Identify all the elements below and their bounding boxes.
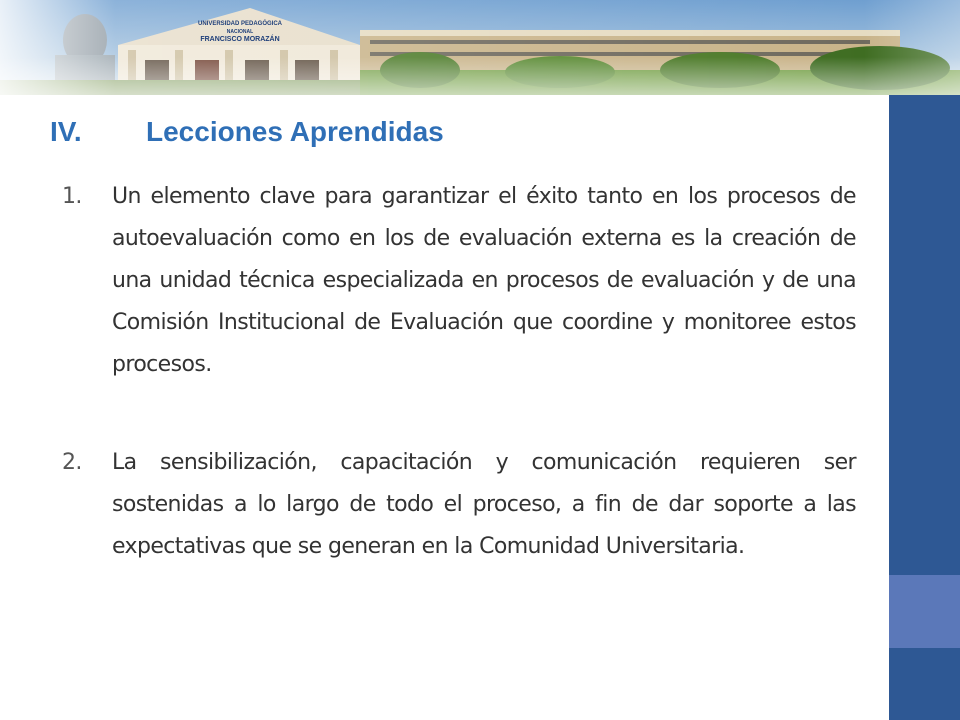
slide-title [50,116,444,148]
lesson-item-2 [62,442,856,568]
sidebar-accent-middle [889,575,960,648]
section-number: IV. [50,116,82,147]
lesson-number: 2. [62,450,82,475]
lessons-list [62,176,856,624]
lesson-text: Un elemento clave para garantizar el éxito tanto en los procesos de autoevaluación como en los de evaluación externa es la creación de una unidad técnica especializada en procesos de evaluación y de una Comisión Institucional de Evaluación que coordine y monitoree estos procesos. [112,184,856,377]
lesson-number: 1. [62,184,82,209]
banner-sign-line-3: FRANCISCO MORAZÁN [200,36,280,43]
banner-sign-line-2: NACIONAL [226,29,254,35]
banner-sign-line-1: UNIVERSIDAD PEDAGÓGICA [197,21,283,27]
header-banner-photo [0,0,960,95]
sidebar-accent-top [889,95,960,575]
lesson-text: La sensibilización, capacitación y comunicación requieren ser sostenidas a lo largo de todo el proceso, a fin de dar soporte a las expectativas que se generan en la Comunidad Universitaria. [112,450,856,559]
section-title: Lecciones Aprendidas [146,116,444,147]
lesson-item-1 [62,176,856,386]
sidebar-accent-bottom [889,648,960,720]
